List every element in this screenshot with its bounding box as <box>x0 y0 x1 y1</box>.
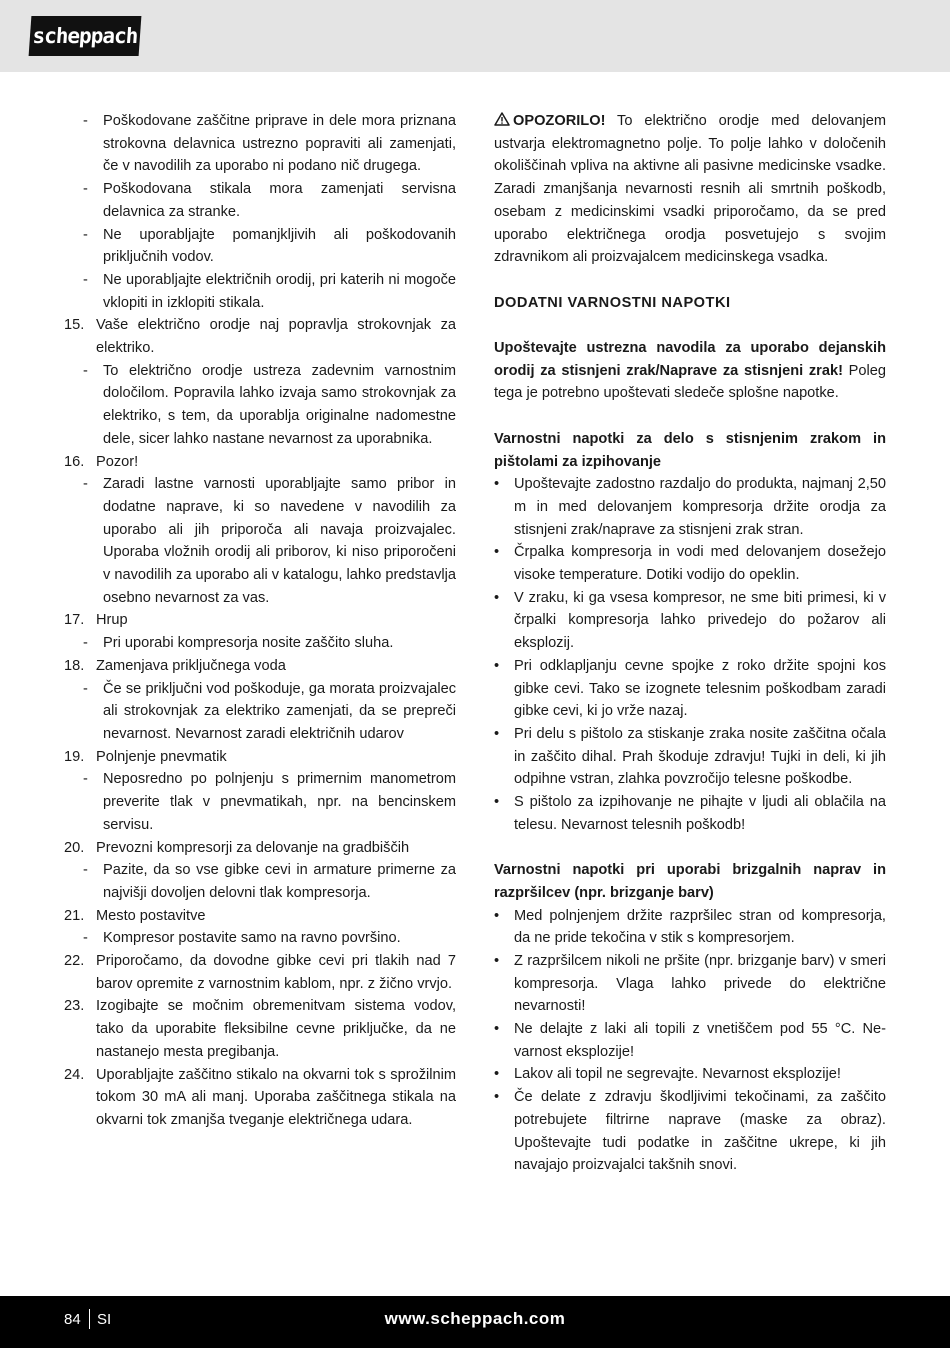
list-item: - Zaradi lastne varnosti uporabljajte samo pribor in dodatne naprave, ki so navedene v navodilih za uporabo ali jih priporoča ali navaja proizvajalec. Uporaba vložnih orodij ali priborov, ki niso priporočeni v navodilih za uporabo ali v katalogu, lahko predstavlja osebno nevarnost za vas. <box>83 476 456 606</box>
numbered-item: 23. Izogibajte se močnim obremenitvam sistema vodov, tako da uporabite fleksibilne cevne priključke, da ne nastanejo mesta pregibanja. <box>64 998 456 1060</box>
subsection-title: Varnostni napotki pri uporabi brizgalnih naprav in razpršilcev (npr. brizganje barv) <box>494 862 886 901</box>
list-item: - To električno orodje ustreza zadevnim varnostnim določilom. Popravila lahko izvaja samo strokovnjak za elektriko, s tem, da uporablja originalne nadomestne dele, sicer lahko nastane nevarnost za uporabnika. <box>83 362 456 447</box>
left-column <box>60 110 456 1132</box>
numbered-item: 17. Hrup <box>64 612 128 629</box>
section-heading: DODATNI VARNOSTNI NAPOTKI <box>494 294 731 311</box>
page-number: 84 <box>64 1311 81 1328</box>
list-item: - Pri uporabi kompresorja nosite zaščito sluha. <box>83 635 394 652</box>
list-item: - Poškodovana stikala mora zamenjati servisna delavnica za stranke. <box>83 181 456 220</box>
bullet-item: • Z razpršilcem nikoli ne pršite (npr. brizganje barv) v smeri kompresorja. Vlaga lahko privede do električne nevarnosti! <box>494 952 886 1015</box>
numbered-item: 16. Pozor! <box>64 453 139 470</box>
website-url: www.scheppach.com <box>384 1309 566 1328</box>
list-item: - Neposredno po polnjenju s primernim manometrom preverite tlak v pnevmatikah, npr. na bencinskem servisu. <box>83 771 456 833</box>
subsection-title: Varnostni napotki za delo s stisnjenim zrakom in pištolami za izpihovanje <box>494 430 886 470</box>
numbered-item: 21. Mesto postavitve <box>64 907 206 924</box>
list-item: - Ne uporabljajte pomanjkljivih ali poškodovanih priključnih vodov. <box>83 226 456 266</box>
footer-bar <box>0 1296 950 1348</box>
list-item: - Ne uporabljajte električnih orodij, pri katerih ni mogoče vklopiti in izklopiti stikala. <box>83 271 456 311</box>
warning-text: To električno orodje med delovanjem ustvarja elektromagnetno polje. To polje lahko v določenih okoliščinah vpliva na aktivne ali pasivne medicinske vsadke. Zaradi zmanjšanja nevarnosti resnih ali smrtnih poškodb, osebam z medicinskimi vsadki priporočamo, da se pred uporabo električnega orodja posvetujejo s svojim zdravnikom ali proizvajalcem medicinskega vsadka. <box>494 113 886 266</box>
list-item: - Če se priključni vod poškoduje, ga morata proizvajalec ali strokovnjak za elektriko zamenjati, da se prepreči nevarnost. Nevarnost zaradi električnih udarov <box>83 680 456 742</box>
language-code: SI <box>97 1311 112 1328</box>
warning-label: OPOZORILO! <box>513 113 606 129</box>
numbered-item: 20. Prevozni kompresorji za delovanje na gradbiščih <box>64 839 410 856</box>
bullet-item: • S pištolo za izpihovanje ne pihajte v ljudi ali oblačila na telesu. Nevarnost telesnih poškodb! <box>494 794 886 833</box>
numbered-item: 24. Uporabljajte zaščitno stikalo na okvarni tok s sprožilnim tokom 30 mA ali manj. Uporaba zaščitnega stikala na okvarni tok zmanjša tveganje električnega udara. <box>64 1066 456 1128</box>
warning-paragraph <box>494 110 886 269</box>
bullet-item: • Pri delu s pištolo za stiskanje zraka nosite zaščitna očala in zaščito dihal. Prah škoduje zdravju! Tujki in deli, ki jih odpihne vstran, zlahka povzročijo telesne poškodbe. <box>494 725 886 788</box>
list-item: - Poškodovane zaščitne priprave in dele mora priznana strokovna delavnica ustrezno popraviti ali zamenjati, če v navodilih za uporabo ni podano nič drugega. <box>83 113 456 175</box>
bullet-item: • Med polnjenjem držite razpršilec stran od kompresorja, da ne pride tekočina v stik s kompresorjem. <box>494 907 886 947</box>
bullet-item: • Ne delajte z laki ali topili z vnetiščem pod 55 °C. Nevarnost eksplozije! <box>494 1021 886 1060</box>
numbered-item: 19. Polnjenje pnevmatik <box>64 748 227 765</box>
bullet-item: • Pri odklapljanju cevne spojke z roko držite spojni kos gibke cevi. Tako se izognete telesnim poškodbam zaradi gibke cevi, ki jo vrže nazaj. <box>494 657 886 720</box>
intro-paragraph: Upoštevajte ustrezna navodila za uporabo dejanskih orodij za stisnjeni zrak/Naprave za stisnjeni zrak! Poleg tega je potrebno upoštevati sledeče splošne napotke. <box>494 340 886 402</box>
bullet-item: • Če delate z zdravju škodljivimi tekočinami, za zaščito potrebujete filtrirne naprave (maske za obraz). Upoštevajte tudi podatke in zaščitne ukrepe, ki jih navajajo proizvajalci takšnih snovi. <box>494 1089 886 1174</box>
numbered-item: 18. Zamenjava priključnega voda <box>64 657 286 674</box>
scheppach-logo: scheppach <box>29 16 142 56</box>
warning-triangle-icon <box>494 112 510 126</box>
numbered-item: 15. Vaše električno orodje naj popravlja strokovnjak za elektriko. <box>64 317 456 357</box>
header-bar <box>0 0 950 72</box>
list-item: - Kompresor postavite samo na ravno površino. <box>83 930 401 947</box>
numbered-item: 22. Priporočamo, da dovodne gibke cevi pri tlakih nad 7 barov opremite z varnostnim kablom, npr. z žično vrvjo. <box>64 953 456 992</box>
right-column <box>494 110 886 1177</box>
list-item: - Pazite, da so vse gibke cevi in armature primerne za najvišji dovoljen delovni tlak kompresorja. <box>83 862 456 901</box>
bullet-item: • Lakov ali topil ne segrevajte. Nevarnost eksplozije! <box>494 1066 841 1083</box>
bullet-item: • V zraku, ki ga vsesa kompresor, ne sme biti primesi, ki v črpalki kompresorja lahko privedejo do požarov ali eksplozij. <box>494 589 886 652</box>
bullet-item: • Črpalka kompresorja in vodi med delovanjem dosežejo visoke temperature. Dotiki vodijo do opeklin. <box>494 544 886 584</box>
bullet-item: • Upoštevajte zadostno razdaljo do produkta, najmanj 2,50 m in med delovanjem kompresorja držite orodja za stisnjeni zrak/naprave za stisnjeni zrak stran. <box>494 476 886 538</box>
